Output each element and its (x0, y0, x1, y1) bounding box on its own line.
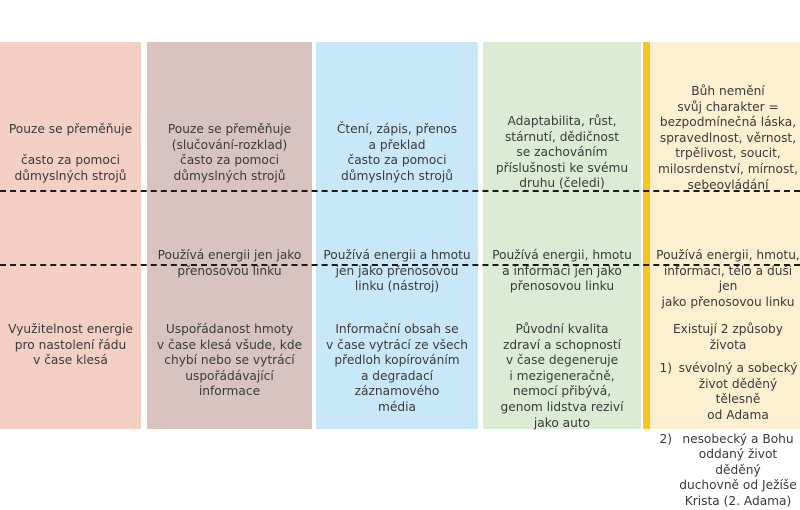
column-5 (650, 42, 800, 508)
column-1-row-3: Využitelnost energie pro nastolení řádu v čase klesá (8, 322, 133, 368)
list-item-number: 1) (659, 361, 672, 376)
ways-of-life-heading: Existují 2 způsoby života (672, 322, 784, 352)
column-4-row-2: Používá energii, hmotu a informaci jen jako přenosovou linku (492, 248, 632, 294)
list-item (656, 361, 800, 423)
column-2-row-3: Uspořádanost hmoty v čase klesá všude, kde chybí nebo se vytrácí uspořádávající informace (156, 322, 303, 399)
column-3 (316, 42, 478, 429)
column-3-row-2: Používá energii a hmotu jen jako přenosovou linku (nástroj) (323, 248, 471, 294)
list-item-text: svévolný a sobecký život děděný tělesně od Adama (678, 361, 798, 422)
column-4 (483, 42, 641, 429)
list-item-number: 2) (659, 431, 672, 446)
column-4-row-1: Adaptabilita, růst, stárnutí, dědičnost se zachováním příslušnosti ke svému druhu (čeledi) (495, 114, 629, 191)
column-2-row-1: Pouze se přeměňuje (slučování-rozklad) často za pomoci důmyslných strojů (167, 122, 292, 183)
column-1 (0, 42, 141, 429)
column-3-row-1: Čtení, zápis, přenos a překlad často za pomoci důmyslných strojů (336, 122, 458, 183)
column-5-row-2: Používá energii, hmotu, informaci, tělo a duši jen jako přenosovou linku (656, 248, 800, 309)
column-5-row-3 (656, 322, 800, 510)
column-3-row-3: Informační obsah se v čase vytrácí ze všech předloh kopírováním a degradací záznamového média (326, 322, 468, 414)
row-separator-2 (0, 264, 800, 266)
yellow-divider (643, 42, 650, 429)
list-item-text: nesobecký a Bohu oddaný život děděný duchovně od Ježíše Krista (2. Adama) (679, 431, 797, 508)
column-5-row-1: Bůh nemění svůj charakter = bezpodmínečná láska, spravedlnost, věrnost, trpělivost, soucit, milosrdenství, mírnost, sebeovládání (658, 84, 798, 192)
column-2 (147, 42, 312, 429)
row-separator-1 (0, 190, 800, 192)
column-2-row-2: Používá energii jen jako přenosovou linku (157, 248, 302, 278)
column-1-row-1: Pouze se přeměňuje často za pomoci důmyslných strojů (8, 122, 133, 183)
column-4-row-3: Původní kvalita zdraví a schopností v čase degeneruje i mezigeneračně, nemocí přibývá, genom lidstva reziví jako auto (500, 322, 624, 430)
